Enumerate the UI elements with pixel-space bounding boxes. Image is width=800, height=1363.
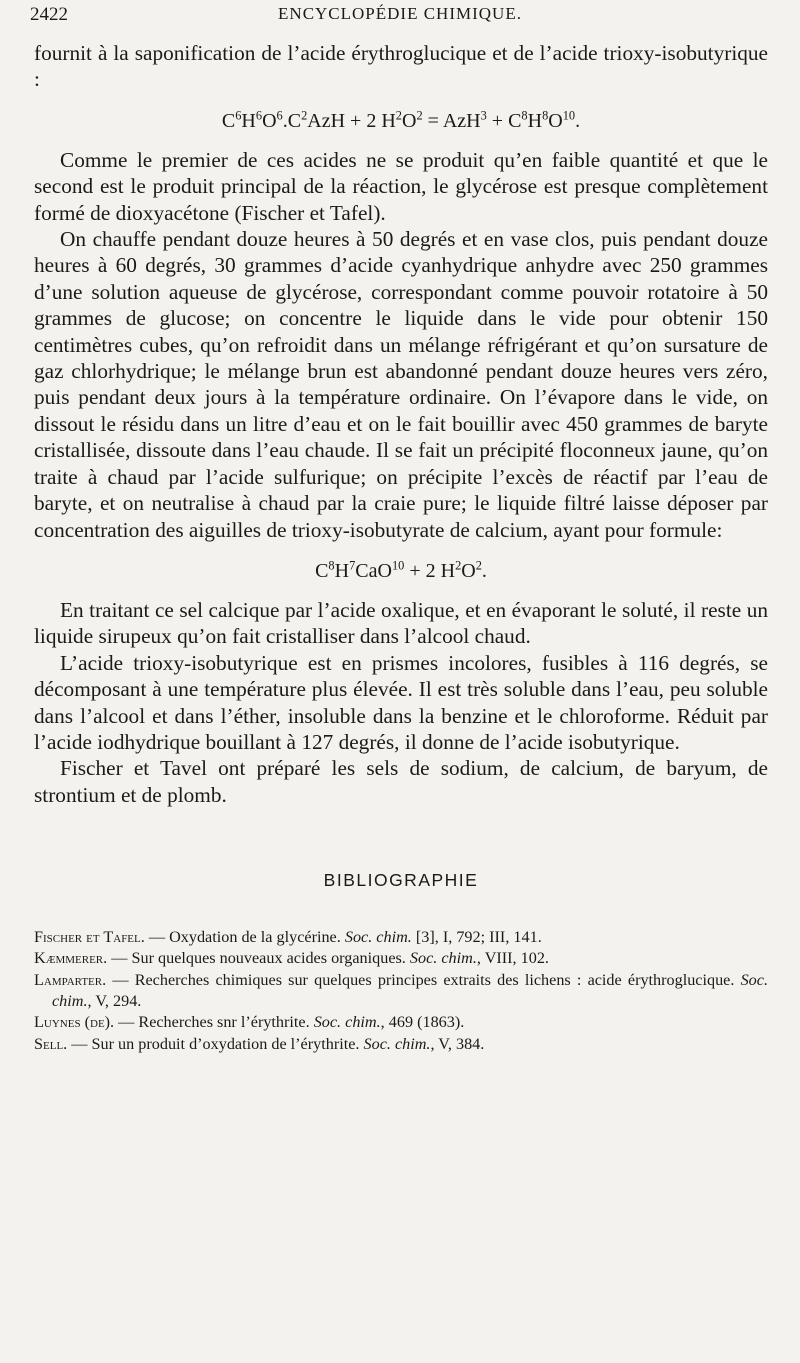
page-header [30,4,770,28]
bibliography-entry: Kæmmerer. — Sur quelques nouveaux acides organiques. Soc. chim., VIII, 102. [34,949,549,968]
paragraph-procedure: On chauffe pendant douze heures à 50 degrés et en vase clos, puis pendant douze heures à 60 degrés, 30 grammes d’acide cyanhydrique anhydre avec 250 grammes d’une solution aqueuse de glycérose, correspondant comme pouvoir rotatoire à 50 grammes de glucose; on concentre le liquide dans le vide pour obtenir 150 centimètres cubes, qu’on refroidit dans un mélange réfrigérant et qu’on sursature de gaz chlorhydrique; le mélange brun est abandonné pendant douze heures vers zéro, puis pendant deux jours à la température ordinaire. On l’évapore dans le vide, on dissout le résidu dans un litre d’eau et on le fait bouillir avec 450 grammes de baryte cristallisée, dissoute dans l’eau chaude. Il se fait un précipité floconneux jaune, qu’on traite à chaud par l’acide sulfurique; on précipite l’excès de réactif par l’eau de baryte, et on neutralise à chaud par la craie pure; le liquide filtré laisse déposer par concentration des aiguilles de trioxy-isobutyrate de calcium, ayant pour formule: [34,227,768,542]
bibliography-heading: BIBLIOGRAPHIE [323,870,479,891]
bibliography-entry: Sell. — Sur un produit d’oxydation de l’érythrite. Soc. chim., V, 384. [34,1034,485,1053]
bibliography-entry: Luynes (de). — Recherches snr l’érythrite. Soc. chim., 469 (1863). [34,1013,465,1032]
formula-calcium-salt: $C^8H^7CaO^{10} + 2$ $H^2O^2$. [315,558,487,582]
page-body [34,40,768,1055]
bibliography-entry: Fischer et Tafel. — Oxydation de la glycérine. Soc. chim. [3], I, 792; III, 141. [34,928,542,947]
paragraph-continuation: fournit à la saponification de l’acide érythroglucique et de l’acide trioxy-isobutyrique : [34,41,768,92]
paragraph-oxalic-treatment: En traitant ce sel calcique par l’acide oxalique, et en évaporant le soluté, il reste un liquide sirupeux qu’on fait cristalliser dans l’alcool chaud. [34,597,768,649]
page-number: 2422 [30,4,68,25]
paragraph-properties: L’acide trioxy-isobutyrique est en prismes incolores, fusibles à 116 degrés, se décomposant à une température plus élevée. Il est très soluble dans l’eau, peu soluble dans l’alcool et dans l’éther, insoluble dans la benzine et le chloroforme. Réduit par l’acide iodhydrique bouillant à 127 degrés, il donne de l’acide isobutyrique. [34,650,768,754]
paragraph-salts: Fischer et Tavel ont préparé les sels de sodium, de calcium, de baryum, de strontium et de plomb. [34,756,768,807]
equation-saponification: $C^6H^6O^6.C^2AzH + 2$ $H^2O^2 = AzH^3 + C^8H^8O^{10}$. [221,108,581,132]
bibliography-list [34,927,768,1055]
paragraph-dioxyacetone: Comme le premier de ces acides ne se produit qu’en faible quantité et que le second est le produit principal de la réaction, le glycérose est presque complètement formé de dioxyacétone (Fischer et Tafel). [34,147,768,225]
running-title: ENCYCLOPÉDIE CHIMIQUE. [278,4,522,23]
bibliography-entry: Lamparter. — Recherches chimiques sur quelques principes extraits des lichens : acide érythroglucique. Soc. chim., V, 294. [34,970,768,1011]
